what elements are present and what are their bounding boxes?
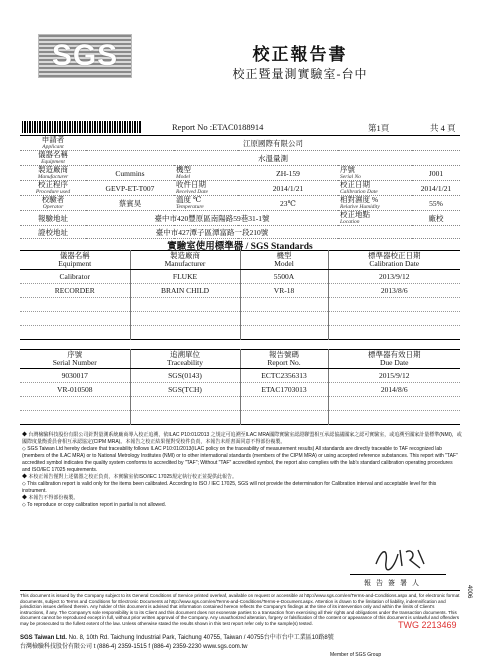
signer-title: 報告簽署人 — [364, 579, 424, 587]
applicant-value: 江原國際有限公司 — [86, 136, 460, 151]
note-1-zh: ◆ 台灣檢驗科技股份有限公司針對量測系統廠商導入校正追溯，依ILAC P10:01/2013 之規定可追溯至ILAC MRA國際實驗室認證聯盟相互承認協議國家之認可實驗室，或追溯至國家計量標準(NMI)，或國際度量衡委員會相互承認協定(CIPM MRA)。本報告之校正結果僅對受校件負責，本報告未經書面同意不得部份複製。 — [22, 432, 462, 445]
manufacturer-value: Cummins — [86, 166, 174, 181]
std-cell: 2013/9/12 — [328, 270, 460, 284]
location-label: 校正地點 Location — [338, 211, 412, 226]
caldate-label: 校正日期 Calibration Date — [338, 181, 412, 196]
note-2-zh: ◆ 本校正報告僅對上述儀器之校正負責，本實驗室依ISO/IEC 17025規定執行校正並提供此報告。 — [22, 474, 238, 480]
trace-cell: VR-010508 — [20, 383, 130, 397]
procedure-label: 校正程序 Procedure used — [20, 181, 86, 196]
std-cell: Calibrator — [20, 270, 130, 284]
std-cell: BRAIN CHILD — [130, 284, 240, 298]
address-label: 報驗地址 — [20, 211, 86, 226]
trace-cell: 2014/8/6 — [328, 383, 460, 397]
info-table — [20, 135, 460, 239]
lab-address-label: 證校地址 — [20, 226, 86, 239]
table-row — [20, 383, 460, 397]
lab-address-value: 臺中市427潭子區潭富路一段210號 — [86, 226, 338, 239]
operator-value: 蔡賓昊 — [86, 196, 174, 211]
table-row — [20, 411, 460, 425]
received-value: 2014/1/21 — [238, 181, 338, 196]
standards-title: 實驗室使用標準器 / SGS Standards — [167, 242, 313, 252]
operator-label: 校驗者 Operator — [20, 196, 86, 211]
received-label: 收件日期 Received Date — [174, 181, 238, 196]
std-header-model: 機型 Model — [240, 251, 328, 270]
table-row — [20, 270, 460, 284]
signature-line — [350, 574, 446, 575]
caldate-value: 2014/1/21 — [412, 181, 460, 196]
note-1-en: ◇ SGS Taiwan Ltd hereby declare that traceability follows ILAC P10:01/2013(ILAC policy on the traceability of measurement results) All standards are directly traceable to TAF recognized lab (members of the ILAC MRA) or to National Metrology Institutes (NMI) or to other international standards (members of the CIPM MRA) or using accepted reference substances. This report with "TAF" accredited symbol indicates the quality system conforms to accredited by "TAF"; Without "TAF" accredited symbol, the report also complies with the lab's standard calibration operating procedures and ISO/IEC 17025 requirements. — [22, 446, 458, 473]
website-link[interactable]: www.sgs.com.tw — [203, 644, 248, 650]
table-row — [20, 369, 460, 383]
temperature-value: 23℃ — [238, 196, 338, 211]
temperature-label: 溫度 ℃ Temperature — [174, 196, 238, 211]
report-subtitle: 校正暨量測實驗室-台中 — [232, 67, 368, 81]
handwritten-signature — [372, 544, 432, 572]
std-header-equipment: 儀器名稱 Equipment — [20, 251, 130, 270]
note-3-zh: ◆ 本報告不得部份複製。 — [22, 495, 79, 501]
applicant-label: 申請者 Applicant — [20, 136, 86, 151]
trace-header-duedate: 標準器有效日期 Due Date — [328, 350, 460, 369]
humidity-label: 相對濕度 % Relative Humidity — [338, 196, 412, 211]
trace-header-traceability: 追溯單位 Traceability — [130, 350, 240, 369]
table-row — [20, 326, 460, 340]
trace-header-report: 報告號碼 Report No. — [240, 350, 328, 369]
std-cell: VR-18 — [240, 284, 328, 298]
trace-cell: SGS(TCH) — [130, 383, 240, 397]
footer — [20, 632, 460, 650]
table-row — [20, 397, 460, 411]
address-zh: / 40755台中市台中工業區10路8號 — [243, 635, 334, 641]
report-number: Report No :ETAC0188914 — [172, 122, 264, 132]
serial-stamp: TWG 2213469 — [398, 620, 457, 630]
std-header-caldate: 標準器校正日期 Calibration Date — [328, 251, 460, 270]
trace-cell: SGS(0143) — [130, 369, 240, 383]
address-en: No. 8, 10th Rd. Taichung Industrial Park, Taichung 40755, Taiwan — [68, 635, 243, 641]
trace-cell: ECTC2356313 — [240, 369, 328, 383]
notes — [22, 432, 462, 509]
fax: f (886-4) 2359-2230 — [148, 644, 202, 650]
procedure-value: GEVP-ET-T007 — [86, 181, 174, 196]
trace-cell: 2015/9/12 — [328, 369, 460, 383]
barcode — [22, 121, 142, 133]
note-3-en: ◇ To reproduce or copy calibration report in partial is not allowed. — [22, 502, 167, 508]
humidity-value: 55% — [412, 196, 460, 211]
serial-value: J001 — [412, 166, 460, 181]
equipment-label: 儀器名稱 Equipment — [20, 151, 86, 166]
disclaimer: This document is issued by the Company subject to its General Conditions of Service printed overleaf, available on request or accessible at http://www.sgs.com/en/Terms-and-Conditions.aspx and, for electronic format documents, subject to Terms and Conditions for Electronic Documents at http://www.sgs.com/en/Terms-and-Conditions/Terms-e-Document.aspx. Attention is drawn to the limitation of liability, indemnification and jurisdiction issues defined therein. Any holder of this document is advised that information contained hereon reflects the Company's findings at the time of its intervention only and within the limits of Client's instructions, if any. The Company's sole responsibility is to its Client and this document does not exonerate parties to a transaction from exercising all their rights and obligations under the transaction documents. This document cannot be reproduced except in full, without prior written approval of the Company. Any unauthorized alteration, forgery or falsification of the content or appearance of this document is unlawful and offenders may be prosecuted to the fullest extent of the law. Unless otherwise stated the results shown in this test report refer only to the sample(s) tested. — [20, 590, 460, 627]
table-row — [20, 298, 460, 312]
table-row — [20, 284, 460, 298]
sgs-logo: SGS — [38, 34, 132, 78]
address-value: 臺中市420豐原區南陽路59巷31-1號 — [86, 211, 338, 226]
std-cell: 5500A — [240, 270, 328, 284]
equipment-value: 水溫量測 — [86, 151, 460, 166]
page-total: 共 4 頁 — [430, 123, 456, 133]
serial-label: 序號 Serial No — [338, 166, 412, 181]
std-cell: FLUKE — [130, 270, 240, 284]
report-title: 校正報告書 — [252, 45, 348, 64]
note-2-en: ◇ This calibration report is valid only for the items been calibrated. According to ISO / IEC 17025, SGS will not provide the determination for Calibration interval and acceptable level for this instrument. — [22, 481, 437, 494]
table-row — [20, 312, 460, 326]
manufacturer-label: 製造廠商 Manufacturer — [20, 166, 86, 181]
model-label: 機型 Model — [174, 166, 238, 181]
location-value: 廠校 — [412, 211, 460, 226]
company-en: SGS Taiwan Ltd. — [20, 635, 67, 641]
trace-header-serial: 序號 Serial Number — [20, 350, 130, 369]
trace-cell: ETAC1703013 — [240, 383, 328, 397]
page-number: 第1頁 — [368, 123, 390, 133]
model-value: ZH-159 — [238, 166, 338, 181]
side-code: 4006 — [466, 585, 472, 599]
std-header-manufacturer: 製造廠商 Manufacturer — [130, 251, 240, 270]
std-cell: 2013/8/6 — [328, 284, 460, 298]
company-zh: 台灣檢驗科技股份有限公司 — [20, 644, 93, 650]
std-cell: RECORDER — [20, 284, 130, 298]
standards-table — [20, 250, 460, 340]
traceability-table — [20, 349, 460, 425]
trace-cell: 9030017 — [20, 369, 130, 383]
phone: t (886-4) 2359-1515 — [93, 644, 147, 650]
member-of: Member of SGS Group — [330, 652, 382, 658]
